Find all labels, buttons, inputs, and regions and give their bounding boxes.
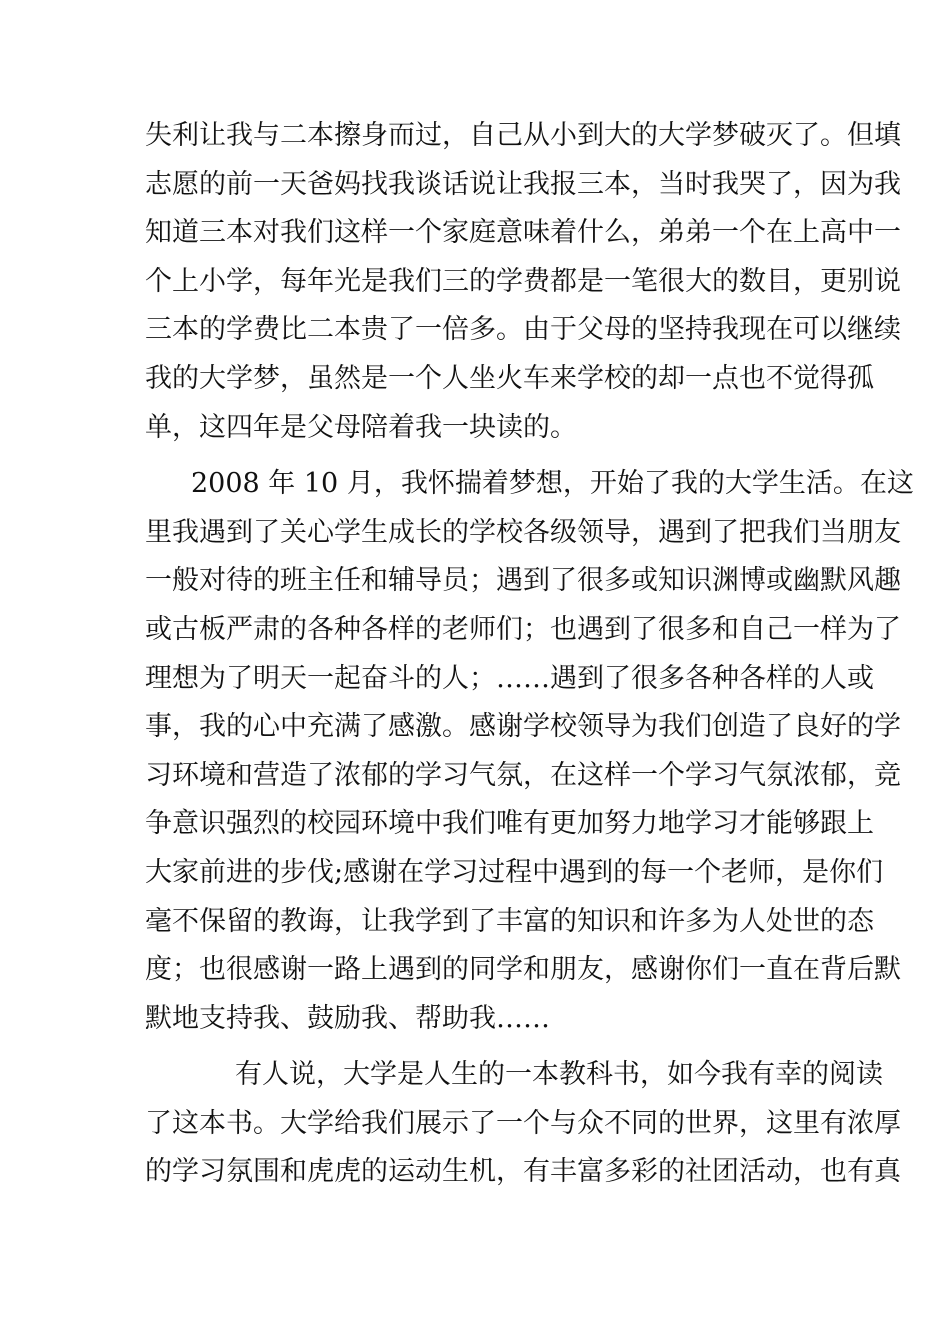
text-line: 一般对待的班主任和辅导员；遇到了很多或知识渊博或幽默风趣 — [145, 565, 901, 597]
text-line: 或古板严肃的各种各样的老师们；也遇到了很多和自己一样为了 — [145, 613, 901, 645]
paragraph-1 — [145, 112, 901, 452]
text-line: 习环境和营造了浓郁的学习气氛，在这样一个学习气氛浓郁，竞 — [145, 759, 901, 791]
text-line: 事，我的心中充满了感激。感谢学校领导为我们创造了良好的学 — [145, 711, 901, 743]
text-line: 争意识强烈的校园环境中我们唯有更加努力地学习才能够跟上 — [145, 808, 874, 840]
paragraph-3 — [145, 1051, 901, 1197]
text-line: 个上小学，每年光是我们三的学费都是一笔很大的数目，更别说 — [145, 265, 901, 297]
text-line: 的学习氛围和虎虎的运动生机，有丰富多彩的社团活动，也有真 — [145, 1156, 901, 1188]
text-line: 失利让我与二本擦身而过，自己从小到大的大学梦破灭了。但填 — [145, 120, 901, 151]
text-line: 单，这四年是父母陪着我一块读的。 — [145, 411, 577, 443]
paragraph-spacer — [145, 1043, 810, 1051]
document-body — [145, 112, 914, 1197]
text-line: 2008 年 10 月，我怀揣着梦想，开始了我的大学生活。在这 — [191, 468, 914, 500]
text-line: 里我遇到了关心学生成长的学校各级领导，遇到了把我们当朋友 — [145, 516, 901, 548]
text-line: 默地支持我、鼓励我、帮助我…… — [145, 1002, 550, 1034]
text-line: 大家前进的步伐;感谢在学习过程中遇到的每一个老师，是你们 — [145, 856, 884, 888]
paragraph-spacer — [145, 452, 810, 460]
text-line: 毫不保留的教诲，让我学到了丰富的知识和许多为人处世的态 — [145, 905, 874, 937]
text-line: 三本的学费比二本贵了一倍多。由于父母的坚持我现在可以继续 — [145, 314, 901, 346]
text-line: 志愿的前一天爸妈找我谈话说让我报三本，当时我哭了，因为我 — [145, 168, 901, 200]
text-line: 有人说，大学是人生的一本教科书，如今我有幸的阅读 — [235, 1059, 883, 1091]
text-line: 知道三本对我们这样一个家庭意味着什么，弟弟一个在上高中一 — [145, 217, 901, 249]
paragraph-2 — [145, 460, 914, 1043]
text-line: 我的大学梦，虽然是一个人坐火车来学校的却一点也不觉得孤 — [145, 362, 874, 394]
text-line: 了这本书。大学给我们展示了一个与众不同的世界，这里有浓厚 — [145, 1107, 901, 1139]
text-line: 度；也很感谢一路上遇到的同学和朋友，感谢你们一直在背后默 — [145, 954, 901, 986]
text-line: 理想为了明天一起奋斗的人；……遇到了很多各种各样的人或 — [145, 662, 874, 694]
